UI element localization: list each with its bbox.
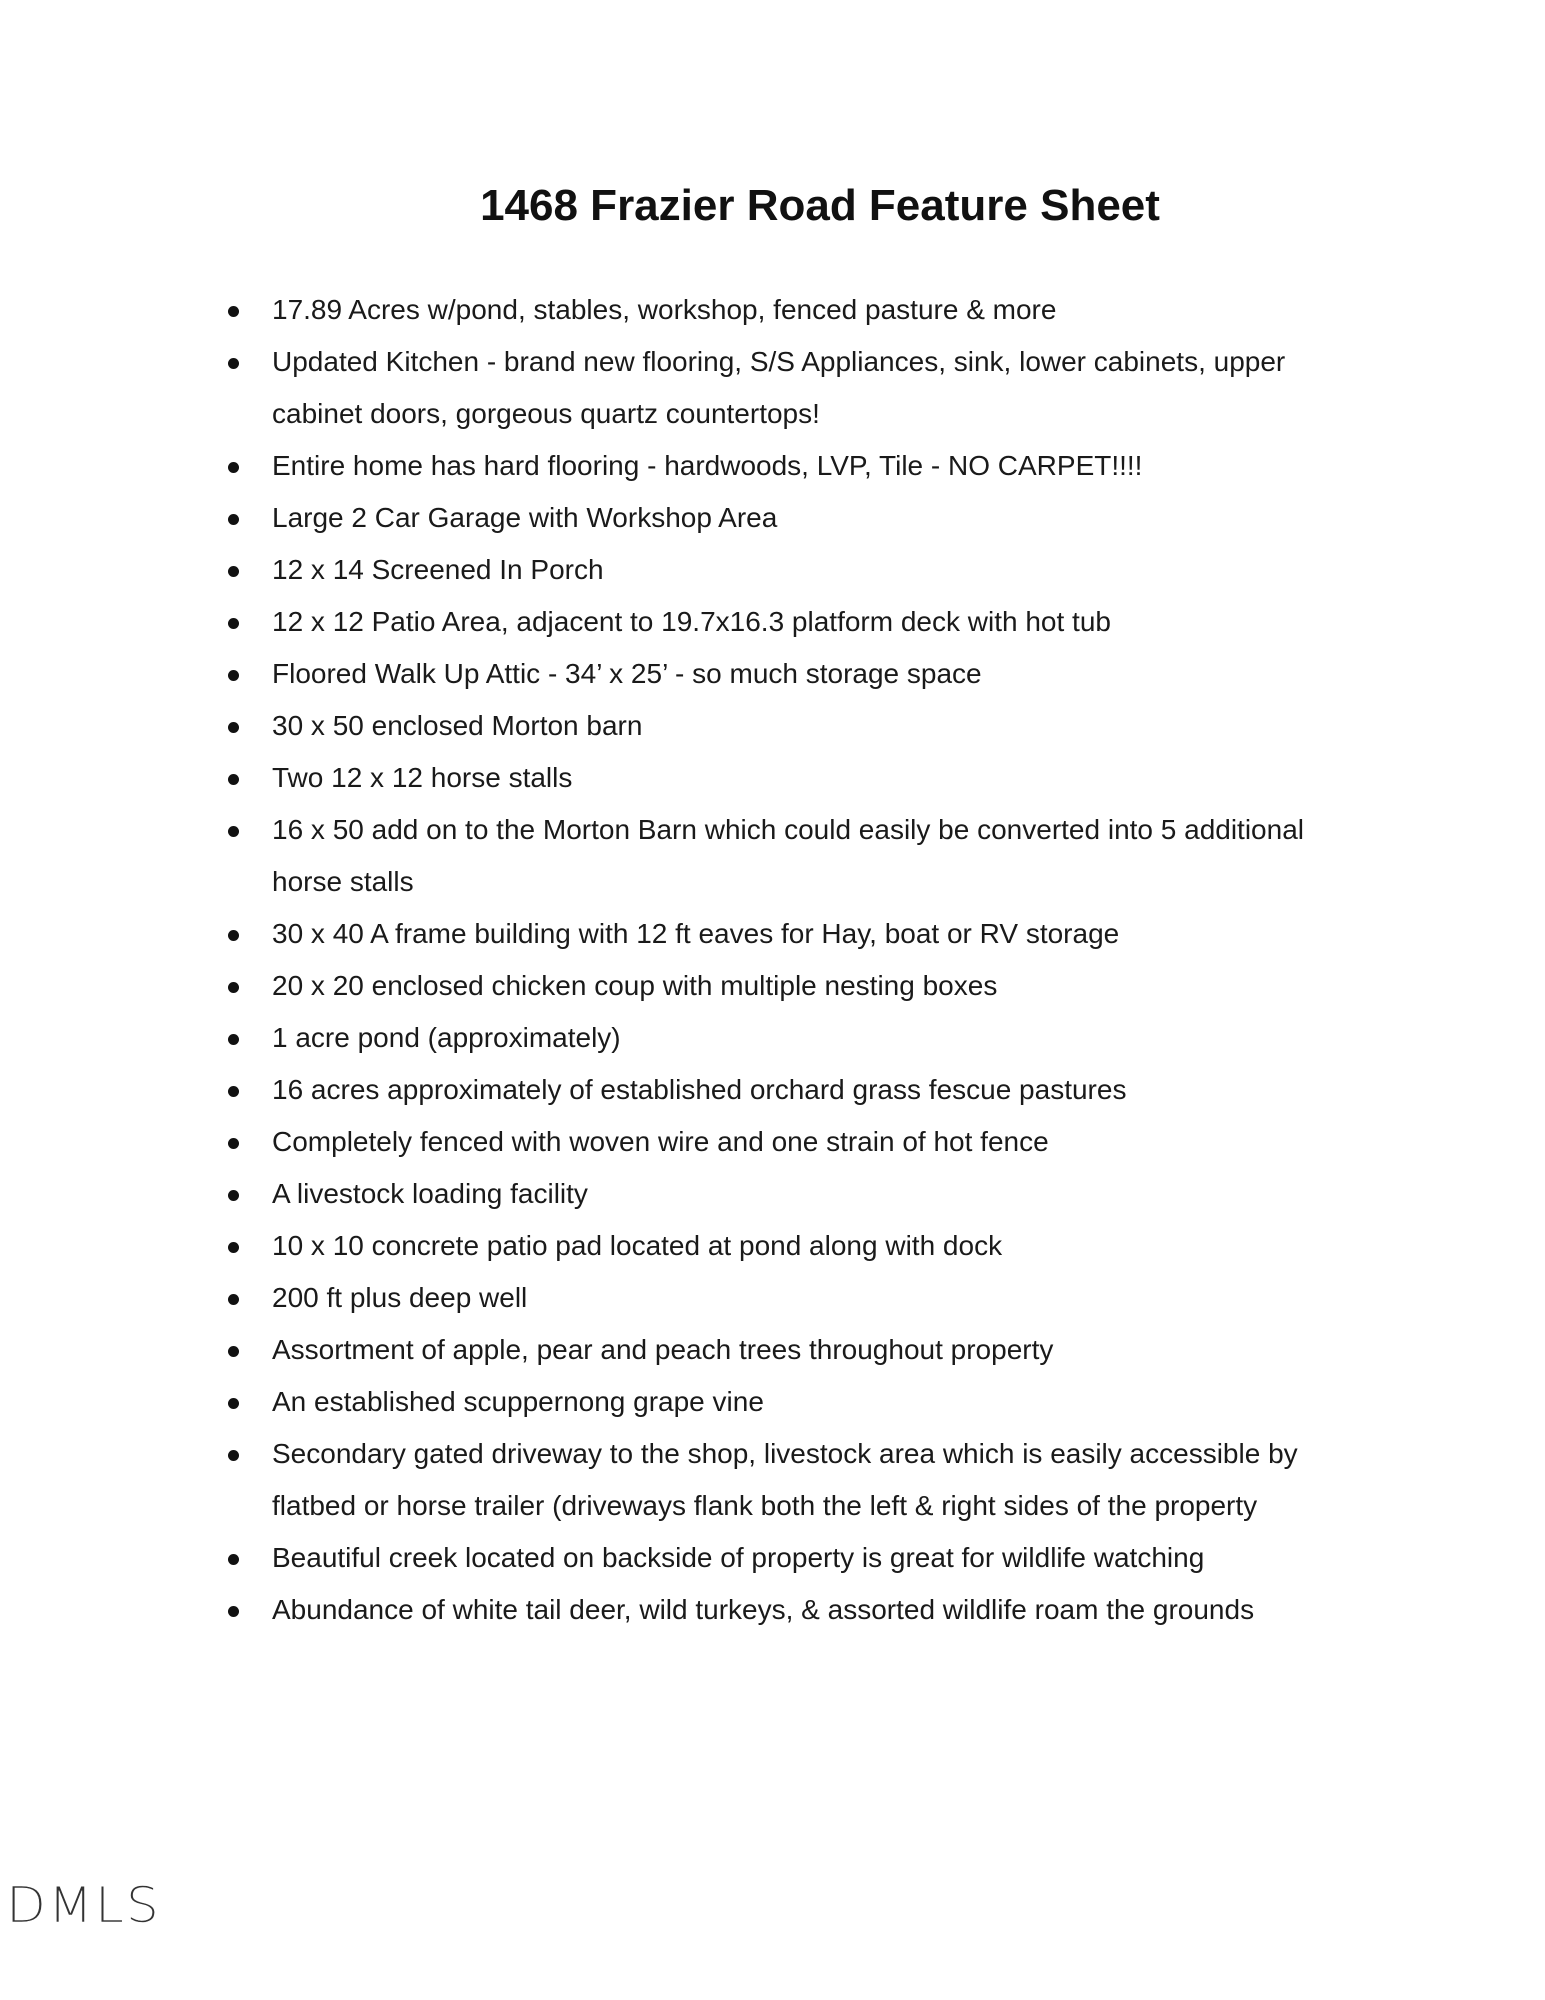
list-item (228, 648, 1378, 700)
list-item (228, 1584, 1378, 1636)
bullet-icon (228, 462, 239, 473)
feature-text: 30 x 50 enclosed Morton barn (272, 710, 643, 741)
page-title: 1468 Frazier Road Feature Sheet (480, 181, 1160, 230)
list-item (228, 1376, 1378, 1428)
bullet-icon (228, 514, 239, 525)
feature-text: 12 x 12 Patio Area, adjacent to 19.7x16.3 platform deck with hot tub (272, 606, 1111, 637)
list-item (228, 1064, 1378, 1116)
bullet-icon (228, 982, 239, 993)
feature-text: 1 acre pond (approximately) (272, 1022, 621, 1053)
bullet-icon (228, 566, 239, 577)
bullet-icon (228, 1450, 239, 1461)
feature-text: 30 x 40 A frame building with 12 ft eaves for Hay, boat or RV storage (272, 918, 1120, 949)
watermark-logo: DMLS (6, 1877, 161, 1935)
feature-text: Assortment of apple, pear and peach trees throughout property (272, 1334, 1054, 1365)
bullet-icon (228, 306, 239, 317)
feature-text: 16 x 50 add on to the Morton Barn which could easily be converted into 5 additional horse stalls (272, 814, 1304, 897)
bullet-icon (228, 1606, 239, 1617)
list-item (228, 1116, 1378, 1168)
list-item (228, 284, 1378, 336)
feature-text: Updated Kitchen - brand new flooring, S/S Appliances, sink, lower cabinets, upper cabinet doors, gorgeous quartz countertops! (272, 346, 1286, 429)
bullet-icon (228, 358, 239, 369)
feature-text: 10 x 10 concrete patio pad located at pond along with dock (272, 1230, 1003, 1261)
feature-text: Entire home has hard flooring - hardwoods, LVP, Tile - NO CARPET!!!! (272, 450, 1143, 481)
feature-text: A livestock loading facility (272, 1178, 588, 1209)
bullet-icon (228, 1086, 239, 1097)
list-item (228, 1272, 1378, 1324)
bullet-icon (228, 774, 239, 785)
list-item (228, 336, 1378, 440)
list-item (228, 960, 1378, 1012)
feature-text: Floored Walk Up Attic - 34’ x 25’ - so much storage space (272, 658, 982, 689)
feature-text: Beautiful creek located on backside of property is great for wildlife watching (272, 1542, 1205, 1573)
feature-text: 12 x 14 Screened In Porch (272, 554, 604, 585)
bullet-icon (228, 1294, 239, 1305)
list-item (228, 1428, 1378, 1532)
bullet-icon (228, 722, 239, 733)
feature-text: Two 12 x 12 horse stalls (272, 762, 573, 793)
list-item (228, 1532, 1378, 1584)
feature-text: Large 2 Car Garage with Workshop Area (272, 502, 778, 533)
feature-text: Abundance of white tail deer, wild turkeys, & assorted wildlife roam the grounds (272, 1594, 1255, 1625)
feature-text: An established scuppernong grape vine (272, 1386, 764, 1417)
bullet-icon (228, 1346, 239, 1357)
list-item (228, 1220, 1378, 1272)
feature-text: Secondary gated driveway to the shop, livestock area which is easily accessible by flatbed or horse trailer (driveways flank both the left & right sides of the property (272, 1438, 1298, 1521)
bullet-icon (228, 1190, 239, 1201)
feature-text: 20 x 20 enclosed chicken coup with multiple nesting boxes (272, 970, 998, 1001)
feature-text: 16 acres approximately of established orchard grass fescue pastures (272, 1074, 1127, 1105)
bullet-icon (228, 1138, 239, 1149)
list-item (228, 596, 1378, 648)
bullet-icon (228, 1554, 239, 1565)
bullet-icon (228, 670, 239, 681)
feature-text: 17.89 Acres w/pond, stables, workshop, fenced pasture & more (272, 294, 1057, 325)
list-item (228, 1168, 1378, 1220)
list-item (228, 1324, 1378, 1376)
bullet-icon (228, 1242, 239, 1253)
bullet-icon (228, 1034, 239, 1045)
list-item (228, 544, 1378, 596)
list-item (228, 700, 1378, 752)
feature-text: Completely fenced with woven wire and one strain of hot fence (272, 1126, 1049, 1157)
list-item (228, 492, 1378, 544)
list-item (228, 440, 1378, 492)
feature-list (228, 284, 1378, 1636)
list-item (228, 752, 1378, 804)
bullet-icon (228, 930, 239, 941)
bullet-icon (228, 618, 239, 629)
list-item (228, 1012, 1378, 1064)
list-item (228, 804, 1378, 908)
bullet-icon (228, 826, 239, 837)
bullet-icon (228, 1398, 239, 1409)
feature-text: 200 ft plus deep well (272, 1282, 528, 1313)
list-item (228, 908, 1378, 960)
